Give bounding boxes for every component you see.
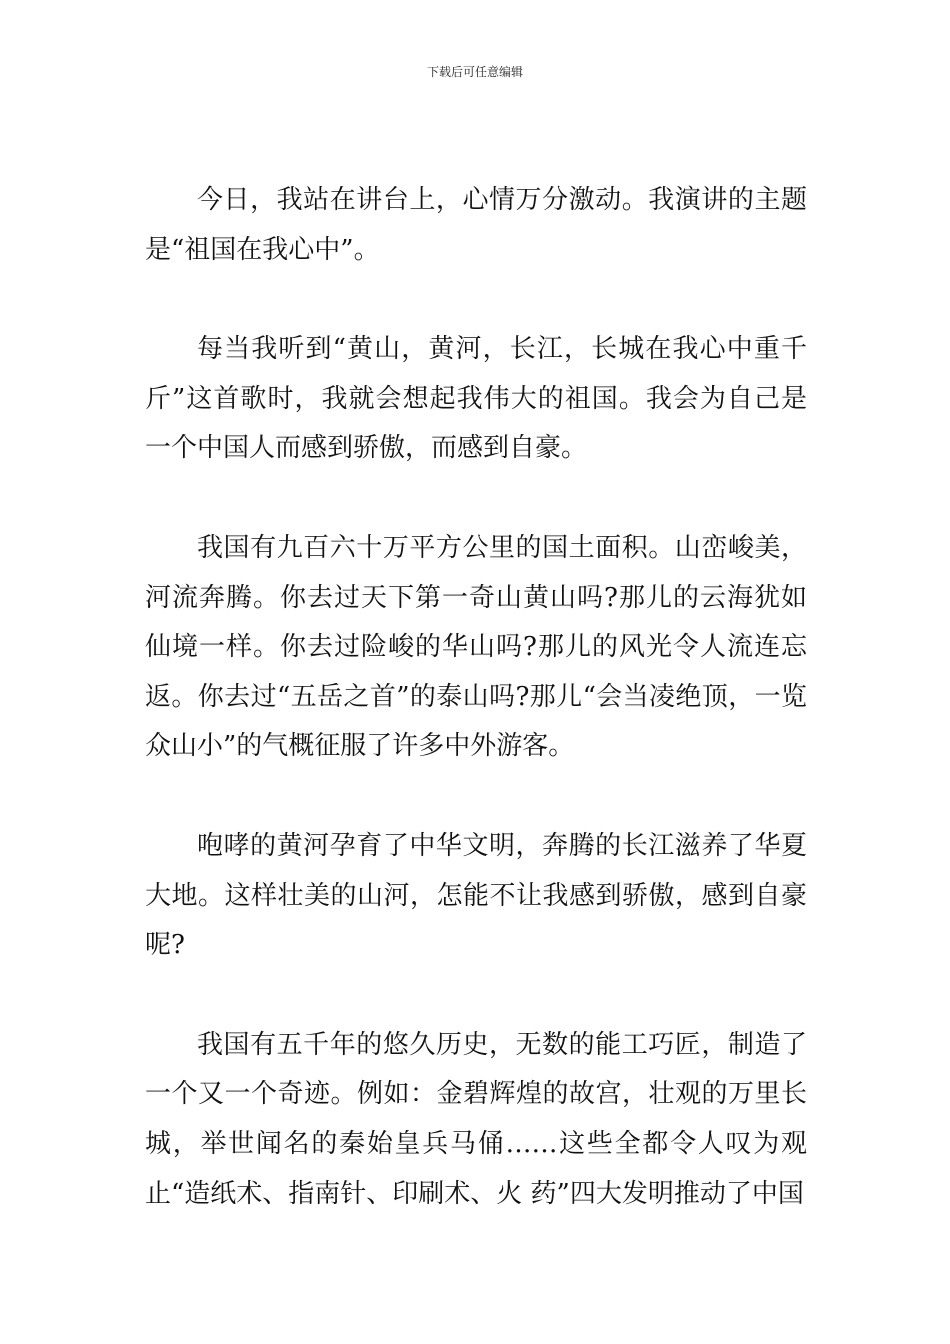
document-body bbox=[145, 176, 807, 1269]
paragraph-1: 今日，我站在讲台上，心情万分激动。我演讲的主题是“祖国在我心中”。 bbox=[145, 185, 807, 265]
paragraph-3: 我国有九百六十万平方公里的国土面积。山峦峻美，河流奔腾。你去过天下第一奇山黄山吗?那儿的云海犹如仙境一样。你去过险峻的华山吗?那儿的风光令人流连忘返。你去过“五岳之首”的泰山吗?那儿“会当凌绝顶，一览众山小”的气概征服了许多中外游客。 bbox=[145, 532, 807, 762]
paragraph-2: 每当我听到“黄山，黄河，长江，长城在我心中重千斤”这首歌时，我就会想起我伟大的祖国。我会为自己是一个中国人而感到骄傲，而感到自豪。 bbox=[145, 334, 807, 464]
paragraph-4: 咆哮的黄河孕育了中华文明，奔腾的长江滋养了华夏大地。这样壮美的山河，怎能不让我感到骄傲，感到自豪呢? bbox=[145, 830, 807, 961]
paragraph-5: 我国有五千年的悠久历史，无数的能工巧匠，制造了一个又一个奇迹。例如：金碧辉煌的故宫，壮观的万里长城，举世闻名的秦始皇兵马俑……这些全都令人叹为观止“造纸术、指南针、印刷术、火 药”四大发明推动了中国 bbox=[145, 1029, 807, 1209]
header-note: 下载后可任意编辑 bbox=[426, 65, 523, 79]
